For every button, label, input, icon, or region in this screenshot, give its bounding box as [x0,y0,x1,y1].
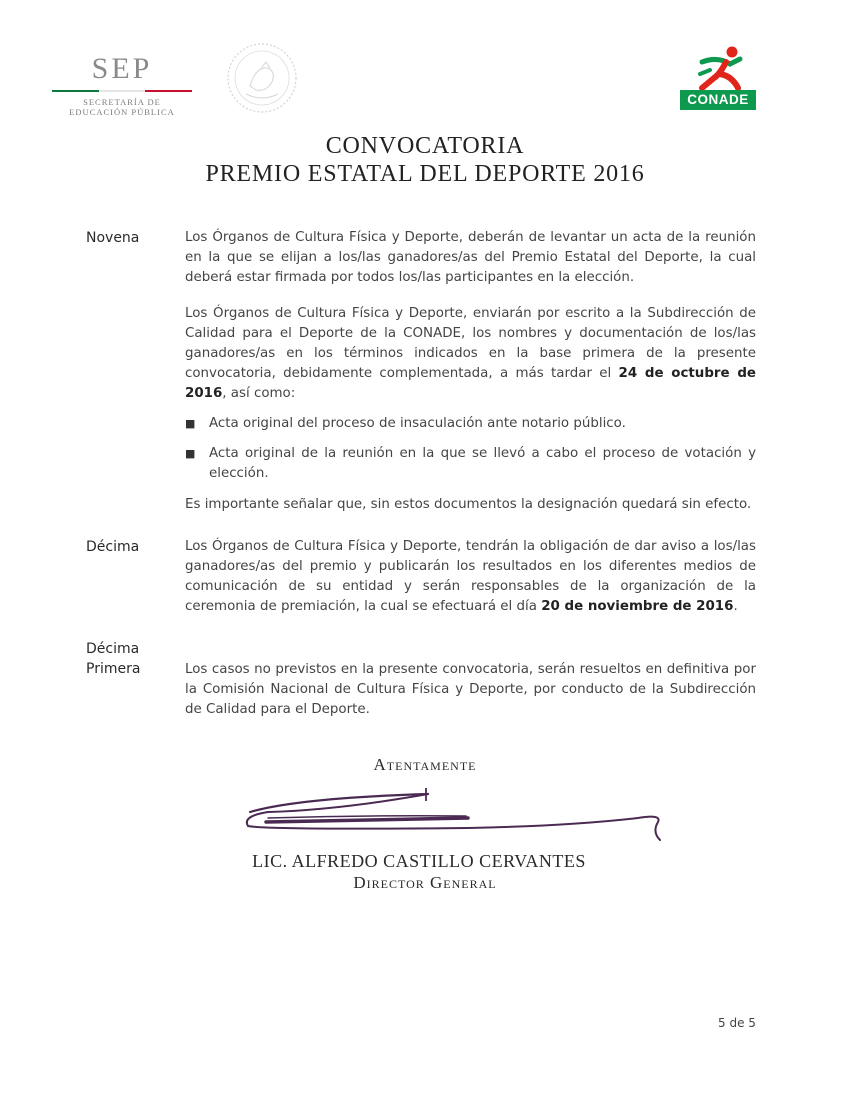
page-number: 5 de 5 [718,1016,756,1030]
ceremony-date: 20 de noviembre de 2016 [541,599,734,614]
sep-subtitle-line2: EDUCACIÓN PÚBLICA [69,107,175,117]
novena-paragraph-2: Los Órganos de Cultura Física y Deporte, enviarán por escrito a la Subdirección de Calidad para el Deporte de la CONADE, los nombres y documentación de los/las ganadores/as en los términos indicados en la base primera de la presente convocatoria, debidamente complementada, a más tardar el 24 de octubre de 2016, así como: [185,306,756,401]
decima-primera-paragraph: Los casos no previstos en la presente convocatoria, serán resueltos en definitiva por la Comisión Nacional de Cultura Física y Deporte, por conducto de la Subdirección de Calidad para el Deporte. [185,662,756,717]
list-item: Acta original de la reunión en la que se llevó a cabo el proceso de votación y elección. [209,446,756,481]
list-item: Acta original del proceso de insaculación ante notario público. [209,416,626,431]
closing-salutation: Atentamente [373,755,477,774]
section-label-decima-primera-line1: Décima [86,641,140,657]
sep-flag-bar [52,90,192,92]
sep-logo [52,54,192,117]
section-label-decima-primera-line2: Primera [86,661,141,677]
conade-logo [680,44,760,112]
bullet-icon: ■ [185,417,196,430]
conade-label: CONADE [680,90,756,110]
signatory-position: Director General [353,873,497,892]
novena-paragraph-3: Es importante señalar que, sin estos documentos la designación quedará sin efecto. [185,497,752,512]
section-label-decima: Décima [86,539,140,555]
novena-paragraph-1: Los Órganos de Cultura Física y Deporte, deberán de levantar un acta de la reunión en la que se elijan a los/las ganadores/as del Premio Estatal del Deporte, la cual deberá estar firmada por todos los/las participantes en la elección. [185,230,756,285]
bullet-icon: ■ [185,447,196,460]
deadline-date: 24 de octubre de 2016 [185,366,756,401]
document-title: CONVOCATORIA [325,133,525,159]
running-athlete-icon [680,44,760,92]
sep-subtitle-line1: SECRETARÍA DE [83,97,161,107]
decima-paragraph: Los Órganos de Cultura Física y Deporte, tendrán la obligación de dar aviso a los/las ganadores/as del premio y publicarán los resultados en los diferentes medios de comunicación de su entidad y serán responsables de la organización de la ceremonia de premiación, la cual se efectuará el día 20 de noviembre de 2016. [185,539,756,614]
document-subtitle: PREMIO ESTATAL DEL DEPORTE 2016 [205,161,645,187]
signatory-name: LIC. ALFREDO CASTILLO CERVANTES [252,851,586,871]
sep-acronym: SEP [91,52,153,85]
handwritten-signature-icon [238,782,678,852]
mexican-coat-of-arms-seal-icon [226,42,298,114]
section-label-novena: Novena [86,230,140,246]
